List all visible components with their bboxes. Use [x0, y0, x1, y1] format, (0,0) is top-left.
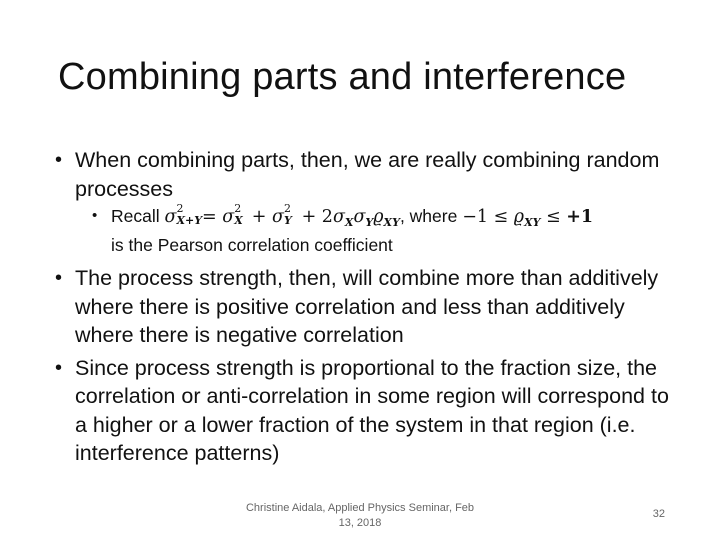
slide-body [55, 146, 675, 468]
bullet-text: Since process strength is proportional to the fraction size, the correlation or anti-correlation in some region will correspond to a higher or a lower fraction of the system in that region (i.e. interference patterns) [75, 355, 669, 465]
sub-bullet-recall [92, 202, 675, 256]
slide-title: Combining parts and interference [58, 56, 627, 98]
bullet-process-strength [55, 264, 675, 350]
sub-bullet-prefix: Recall [111, 206, 165, 226]
bullet-text: The process strength, then, will combine more than additively where there is positive correlation and less than additively where there is negative correlation [75, 266, 659, 347]
bullet-dot-icon: • [55, 267, 63, 289]
bullet-dot-icon: • [55, 149, 63, 171]
sub-bullet-suffix: is the Pearson correlation coefficient [111, 235, 393, 255]
slide-footer: Christine Aidala, Applied Physics Seminar, Feb 13, 2018 [245, 502, 475, 529]
sub-bullet-middle: , where [399, 206, 463, 226]
correlation-range: $-1 \le ϱ_{XY} \le +1$ [462, 207, 594, 229]
bullet-text: When combining parts, then, we are really combining random processes [75, 148, 660, 201]
bullet-combining-parts [55, 146, 675, 203]
bullet-fraction-size [55, 354, 675, 468]
variance-equation: σ 2 X+Y = σ 2 X + σ 2 Y + $2\sigma_X\sigma_Yϱ_{XY}$ [164, 202, 400, 229]
bullet-dot-icon: • [55, 356, 63, 379]
bullet-dot-icon: • [92, 207, 98, 224]
page-number: 32 [652, 508, 665, 520]
